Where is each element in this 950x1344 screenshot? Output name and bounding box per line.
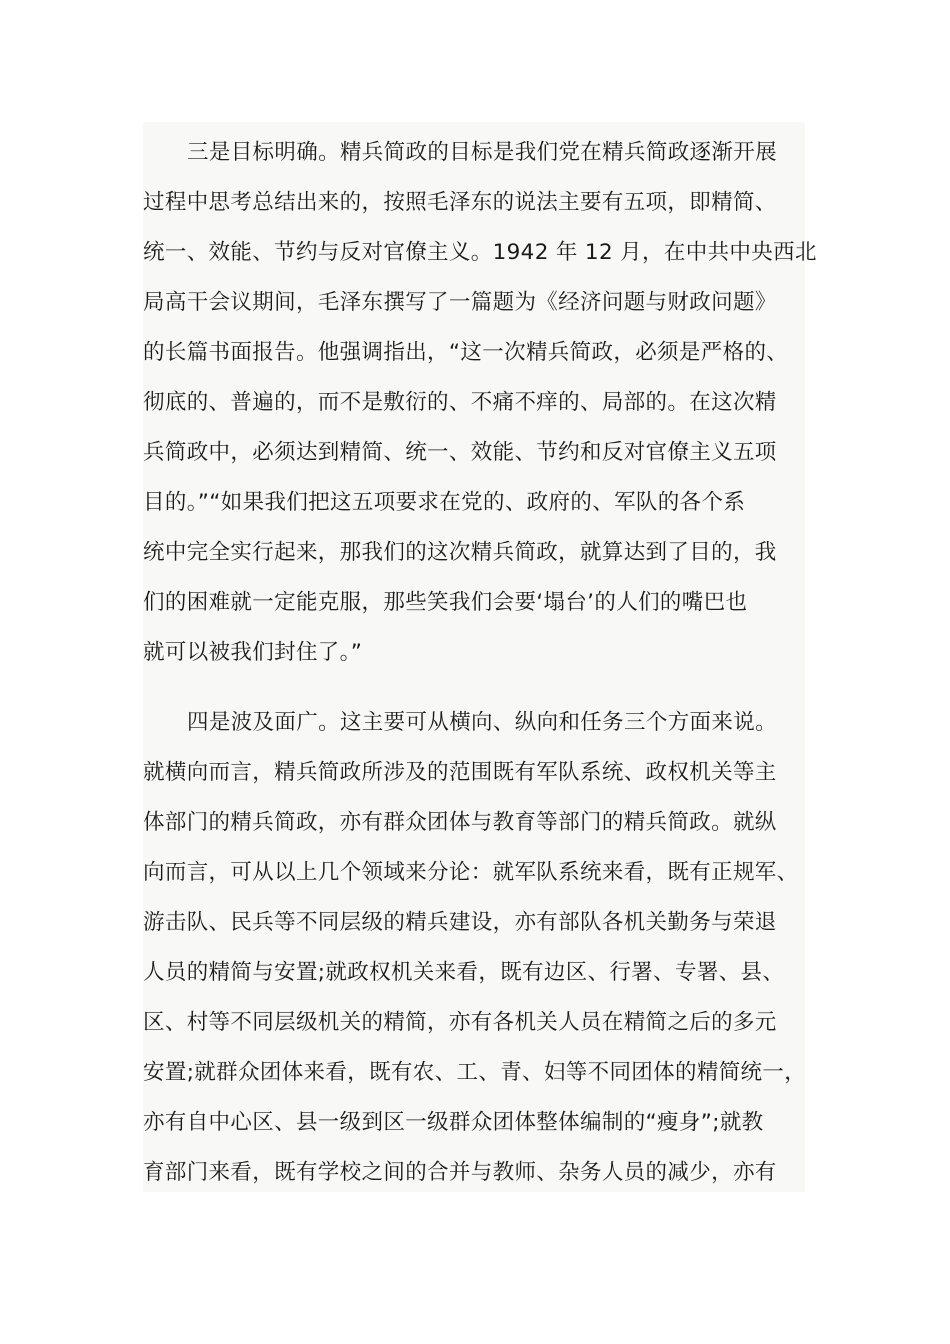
paragraph-line: 兵简政中，必须达到精简、统一、效能、节约和反对官僚主义五项 — [143, 440, 777, 465]
paragraph-line: 三是目标明确。精兵简政的目标是我们党在精兵简政逐渐开展 — [187, 140, 777, 165]
paragraph-line: 区、村等不同层级机关的精简，亦有各机关人员在精简之后的多元 — [143, 1010, 777, 1035]
paragraph-line: 彻底的、普遍的，而不是敷衍的、不痛不痒的、局部的。在这次精 — [143, 390, 777, 415]
paragraph-line: 就横向而言，精兵简政所涉及的范围既有军队系统、政权机关等主 — [143, 760, 777, 785]
paragraph-goals — [143, 128, 817, 678]
paragraph-line: 安置;就群众团体来看，既有农、工、青、妇等不同团体的精简统一， — [143, 1060, 807, 1085]
paragraph-line: 游击队、民兵等不同层级的精兵建设，亦有部队各机关勤务与荣退 — [143, 910, 777, 935]
paragraph-line: 向而言，可从以上几个领域来分论：就军队系统来看，既有正规军、 — [143, 860, 799, 885]
paragraph-line: 的长篇书面报告。他强调指出，“这一次精兵简政，必须是严格的、 — [143, 340, 789, 365]
paragraph-line: 统中完全实行起来，那我们的这次精兵简政，就算达到了目的，我 — [143, 540, 777, 565]
paragraph-scope — [143, 698, 813, 1198]
paragraph-line: 亦有自中心区、县一级到区一级群众团体整体编制的“瘦身”;就教 — [143, 1110, 764, 1135]
paragraph-line: 目的。”“如果我们把这五项要求在党的、政府的、军队的各个系 — [143, 490, 746, 515]
paragraph-line: 人员的精简与安置;就政权机关来看，既有边区、行署、专署、县、 — [143, 960, 785, 985]
paragraph-line: 们的困难就一定能克服，那些笑我们会要‘塌台’的人们的嘴巴也 — [143, 590, 748, 615]
paragraph-line: 局高干会议期间，毛泽东撰写了一篇题为《经济问题与财政问题》 — [143, 290, 777, 315]
paragraph-line: 统一、效能、节约与反对官僚主义。1942 年 12 月，在中共中央西北 — [143, 240, 817, 265]
paragraph-line: 体部门的精兵简政，亦有群众团体与教育等部门的精兵简政。就纵 — [143, 810, 777, 835]
paragraph-line: 过程中思考总结出来的，按照毛泽东的说法主要有五项，即精简、 — [143, 190, 777, 215]
paragraph-line: 就可以被我们封住了。” — [143, 640, 363, 665]
paragraph-line: 育部门来看，既有学校之间的合并与教师、杂务人员的减少，亦有 — [143, 1160, 777, 1185]
text-body — [143, 122, 817, 1192]
paragraph-line: 四是波及面广。这主要可从横向、纵向和任务三个方面来说。 — [187, 710, 777, 735]
